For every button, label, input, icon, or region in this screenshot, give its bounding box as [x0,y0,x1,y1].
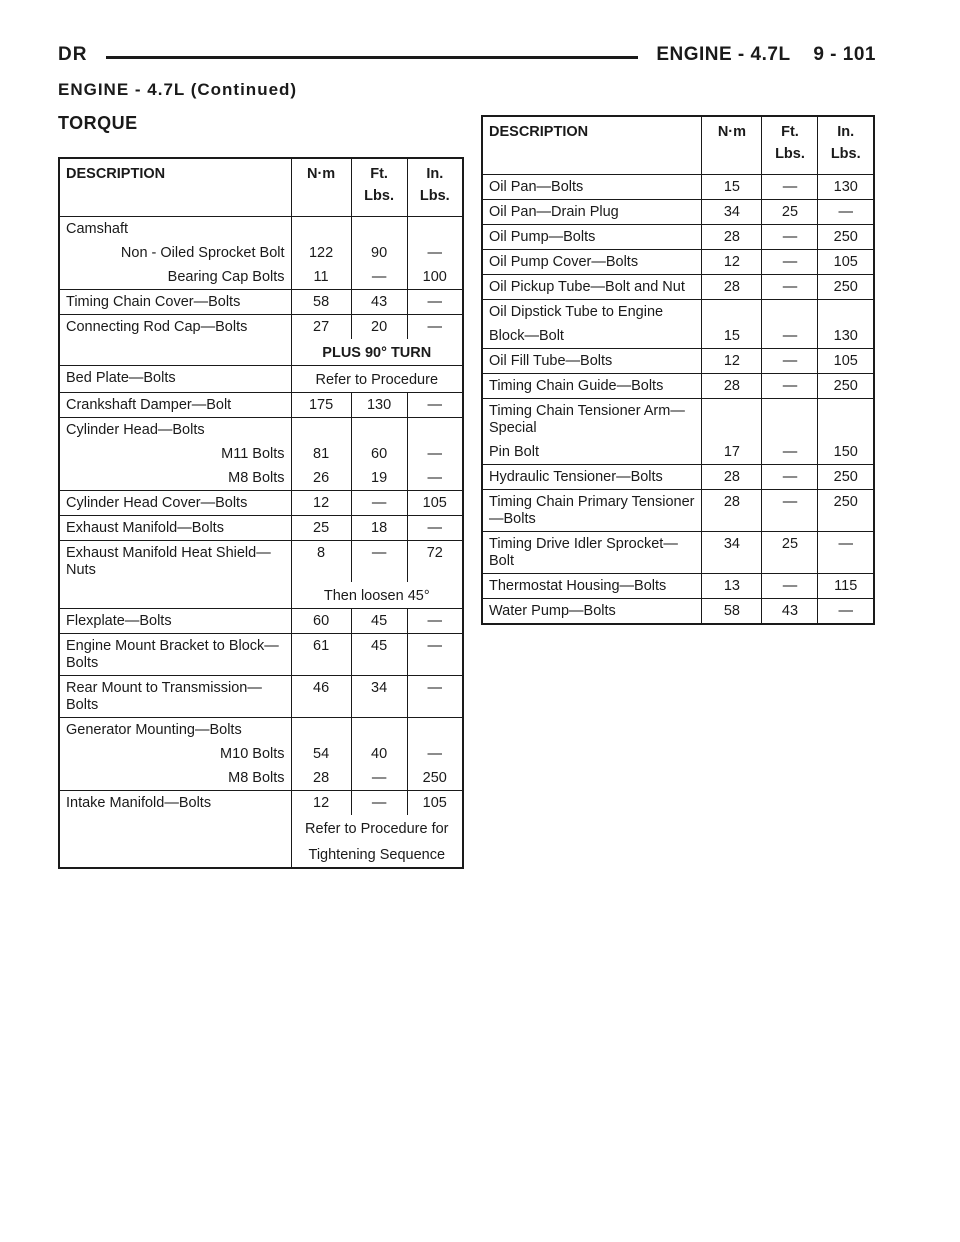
table-row [59,290,463,315]
row-description: Intake Manifold—Bolts [66,795,212,811]
table-row [59,418,463,443]
row-ft-lbs-value: — [762,324,818,349]
row-in-lbs-value: 250 [407,766,463,791]
row-description: Generator Mounting—Bolts [66,722,242,738]
header-rule [106,56,638,59]
row-in-lbs-value: — [818,532,874,574]
table-row [482,399,874,441]
page-header [58,44,876,74]
row-description: Rear Mount to Transmission—Bolts [59,676,291,718]
row-ft-lbs-value: 90 [351,241,407,265]
row-description: Bed Plate—Bolts [59,366,291,393]
row-nm-value: 25 [291,516,351,541]
row-in-lbs-value: — [407,516,463,541]
column-header-in-lbs: Lbs. [818,146,874,175]
table-row [482,574,874,599]
row-ft-lbs-value: — [762,225,818,250]
row-nm-value: 12 [291,791,351,816]
row-note: Tightening Sequence [291,841,463,868]
row-nm-value: 28 [702,374,762,399]
table-row [59,442,463,466]
row-ft-lbs-value: 34 [351,676,407,718]
row-description: Thermostat Housing—Bolts [482,574,702,599]
column-header-in: In. [407,158,463,188]
row-in-lbs-value: — [407,466,463,491]
row-in-lbs-value: 250 [818,490,874,532]
row-description-empty [59,815,291,841]
row-in-lbs-value: — [407,393,463,418]
row-description: Oil Pan—Drain Plug [482,200,702,225]
row-description: Block—Bolt [482,324,702,349]
table-row [59,491,463,516]
table-row [59,265,463,290]
row-nm-value: 27 [291,315,351,340]
row-ft-lbs-value: 43 [762,599,818,625]
table-row [59,841,463,868]
table-row [59,742,463,766]
row-in-lbs-value: 150 [818,440,874,465]
row-description: Camshaft [66,221,129,237]
row-ft-lbs-value: 20 [351,315,407,340]
row-in-lbs-value: 250 [818,275,874,300]
row-description-empty [59,841,291,868]
table-row [482,225,874,250]
row-nm-value: 12 [702,349,762,374]
table-row [59,466,463,491]
table-row [59,241,463,265]
row-in-lbs-value: 105 [818,250,874,275]
row-nm-value: 81 [291,442,351,466]
row-description: Connecting Rod Cap—Bolts [66,319,248,335]
row-description: Timing Chain Tensioner Arm—Special [489,403,685,436]
row-ft-lbs-value: — [351,766,407,791]
table-row [59,815,463,841]
table-row [482,175,874,200]
row-ft-lbs-value: — [351,265,407,290]
table-header-row [59,158,463,188]
section-title: TORQUE [58,113,138,133]
row-ft-lbs-value [351,718,407,743]
row-description: Pin Bolt [482,440,702,465]
table-row [482,490,874,532]
row-nm-value: 15 [702,324,762,349]
row-ft-lbs-value [351,418,407,443]
row-nm-value: 13 [702,574,762,599]
row-in-lbs-value: — [407,442,463,466]
column-header-in-lbs: Lbs. [407,188,463,217]
row-description: M10 Bolts [220,746,285,762]
table-row [482,324,874,349]
column-header-ft-lbs: Lbs. [762,146,818,175]
row-note: Refer to Procedure for [291,815,463,841]
row-description: Oil Pump Cover—Bolts [482,250,702,275]
row-description: Oil Pan—Bolts [482,175,702,200]
row-note: Then loosen 45° [291,582,463,609]
row-nm-value [702,399,762,441]
header-manual-code: DR [58,44,88,65]
row-nm-value [291,718,351,743]
column-header-in: In. [818,116,874,146]
row-in-lbs-value: 100 [407,265,463,290]
table-row [482,465,874,490]
row-ft-lbs-value: — [762,349,818,374]
row-description: Cylinder Head—Bolts [66,422,205,438]
row-in-lbs-value: 250 [818,225,874,250]
table-header-row-units [59,188,463,217]
row-description: Bearing Cap Bolts [59,265,291,290]
row-in-lbs-value: 115 [818,574,874,599]
row-description: Timing Chain Primary Tensioner—Bolts [482,490,702,532]
row-nm-value: 28 [291,766,351,791]
row-description: Crankshaft Damper—Bolt [59,393,291,418]
row-ft-lbs-value: — [762,465,818,490]
row-nm-value: 122 [291,241,351,265]
row-in-lbs-value: — [407,742,463,766]
table-row [59,634,463,676]
row-nm-value: 54 [291,742,351,766]
row-description: Timing Chain Guide—Bolts [482,374,702,399]
row-description: Timing Drive Idler Sprocket—Bolt [482,532,702,574]
column-header-description: DESCRIPTION [489,124,589,140]
header-section-page: ENGINE - 4.7L 9 - 101 [656,44,876,65]
row-in-lbs-value [407,217,463,242]
torque-table-left [58,157,464,869]
row-description: Cylinder Head Cover—Bolts [59,491,291,516]
row-ft-lbs-value: 25 [762,200,818,225]
row-ft-lbs-value: — [762,490,818,532]
table-header-row-units [482,146,874,175]
table-row [482,374,874,399]
row-ft-lbs-value: 45 [351,634,407,676]
row-description: Water Pump—Bolts [482,599,702,625]
continued-title: ENGINE - 4.7L (Continued) [58,80,298,99]
row-ft-lbs-value: 40 [351,742,407,766]
row-nm-value: 46 [291,676,351,718]
row-ft-lbs-value: 18 [351,516,407,541]
row-description-empty [59,339,291,366]
row-nm-value: 28 [702,490,762,532]
row-nm-value: 58 [291,290,351,315]
row-in-lbs-value: 250 [818,465,874,490]
row-description: Oil Fill Tube—Bolts [482,349,702,374]
row-nm-value: 12 [702,250,762,275]
row-ft-lbs-value: — [351,491,407,516]
table-header-row [482,116,874,146]
row-ft-lbs-value: 25 [762,532,818,574]
row-description: M8 Bolts [59,466,291,491]
row-in-lbs-value: 130 [818,324,874,349]
column-header-nm: N·m [702,116,762,146]
row-ft-lbs-value [762,300,818,325]
table-row [59,718,463,743]
row-ft-lbs-value: — [351,791,407,816]
row-nm-value: 61 [291,634,351,676]
column-header-ft-lbs: Lbs. [351,188,407,217]
row-description: M8 Bolts [59,766,291,791]
table-row [59,339,463,366]
row-nm-value: 175 [291,393,351,418]
row-in-lbs-value: 130 [818,175,874,200]
row-ft-lbs-value: — [762,440,818,465]
row-nm-value: 58 [702,599,762,625]
row-description: Non - Oiled Sprocket Bolt [120,245,285,261]
column-header-ft: Ft. [762,116,818,146]
row-ft-lbs-value [762,399,818,441]
table-row [59,393,463,418]
row-ft-lbs-value: 130 [351,393,407,418]
table-row [59,516,463,541]
table-row [482,300,874,325]
row-ft-lbs-value: 19 [351,466,407,491]
row-nm-value: 60 [291,609,351,634]
row-description: Flexplate—Bolts [59,609,291,634]
row-ft-lbs-value: — [762,275,818,300]
row-description: Oil Pump—Bolts [482,225,702,250]
row-in-lbs-value [407,718,463,743]
table-row [59,766,463,791]
row-in-lbs-value: — [407,315,463,340]
row-ft-lbs-value: — [762,374,818,399]
row-in-lbs-value: — [407,634,463,676]
table-row [59,541,463,583]
table-row [482,349,874,374]
torque-table-right [481,115,875,625]
table-row [59,791,463,816]
table-row [482,532,874,574]
row-ft-lbs-value: 60 [351,442,407,466]
row-description: Oil Dipstick Tube to Engine [489,304,664,320]
row-in-lbs-value: 105 [407,791,463,816]
row-in-lbs-value: — [407,241,463,265]
row-in-lbs-value [818,399,874,441]
row-ft-lbs-value: — [762,175,818,200]
row-description-empty [59,582,291,609]
row-in-lbs-value: — [407,609,463,634]
row-in-lbs-value: — [407,676,463,718]
row-description: Timing Chain Cover—Bolts [59,290,291,315]
row-in-lbs-value: — [818,599,874,625]
row-nm-value: 26 [291,466,351,491]
table-row [482,599,874,625]
row-nm-value: 34 [702,200,762,225]
table-row [59,315,463,340]
row-ft-lbs-value [351,217,407,242]
row-nm-value [702,300,762,325]
row-in-lbs-value: — [818,200,874,225]
table-row [482,200,874,225]
row-ft-lbs-value: — [762,574,818,599]
row-description: Oil Pickup Tube—Bolt and Nut [482,275,702,300]
row-nm-value: 15 [702,175,762,200]
row-nm-value: 28 [702,225,762,250]
row-description: Hydraulic Tensioner—Bolts [482,465,702,490]
row-in-lbs-value: — [407,290,463,315]
row-in-lbs-value: 250 [818,374,874,399]
table-row [482,250,874,275]
table-row [59,609,463,634]
table-row [59,676,463,718]
row-ft-lbs-value: 45 [351,609,407,634]
row-nm-value: 17 [702,440,762,465]
column-header-description: DESCRIPTION [66,166,166,182]
row-nm-value: 28 [702,465,762,490]
row-nm-value: 12 [291,491,351,516]
column-header-ft: Ft. [351,158,407,188]
row-note: PLUS 90° TURN [291,339,463,366]
row-in-lbs-value: 105 [818,349,874,374]
row-in-lbs-value: 105 [407,491,463,516]
table-row [59,217,463,242]
row-ft-lbs-value: — [351,541,407,583]
row-nm-value: 34 [702,532,762,574]
row-ft-lbs-value: 43 [351,290,407,315]
row-description: Exhaust Manifold—Bolts [59,516,291,541]
row-nm-value: 11 [291,265,351,290]
row-description: M11 Bolts [221,446,285,462]
row-in-lbs-value [407,418,463,443]
table-row [482,440,874,465]
table-row [59,582,463,609]
row-nm-value: 28 [702,275,762,300]
row-nm-value [291,217,351,242]
row-nm-value: 8 [291,541,351,583]
row-description: Exhaust Manifold Heat Shield—Nuts [66,545,271,578]
row-note: Refer to Procedure [291,366,463,393]
row-nm-value [291,418,351,443]
row-in-lbs-value: 72 [407,541,463,583]
row-ft-lbs-value: — [762,250,818,275]
table-row [482,275,874,300]
table-row [59,366,463,393]
column-header-nm: N·m [291,158,351,188]
row-description: Engine Mount Bracket to Block—Bolts [59,634,291,676]
row-in-lbs-value [818,300,874,325]
